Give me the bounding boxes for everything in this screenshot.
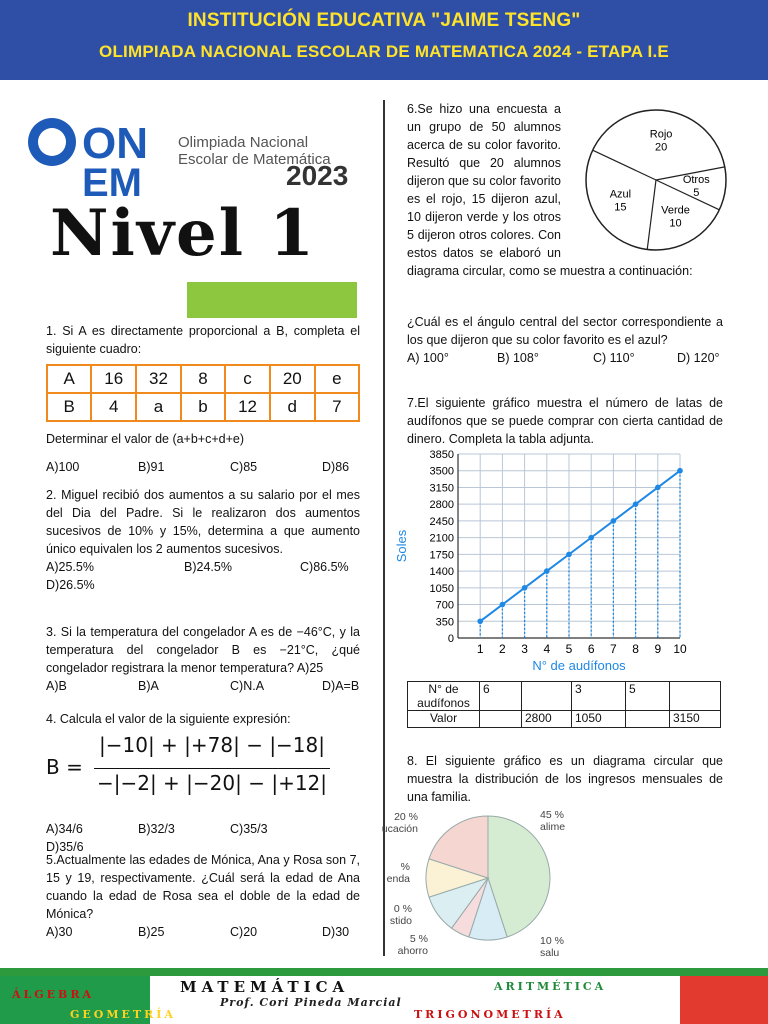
pie-percent-label: 45 % [540, 809, 564, 821]
question-6-ask [407, 313, 723, 367]
logo-line1: Olimpiada Nacional [178, 134, 309, 151]
pie-category-label: enda [386, 873, 410, 885]
option[interactable]: A)34/6 [46, 822, 83, 836]
q1-after: Determinar el valor de (a+b+c+d+e) [46, 432, 245, 446]
q6-options [407, 349, 723, 367]
y-tick-label: 2450 [429, 515, 454, 528]
data-point [500, 602, 506, 608]
y-tick-label: 3850 [429, 449, 454, 461]
table-cell: 12 [225, 393, 270, 421]
table-cell[interactable]: 5 [626, 682, 670, 711]
table-cell[interactable]: 2800 [522, 711, 572, 728]
pie-slice-label: Verde [661, 204, 690, 217]
data-point [544, 568, 550, 574]
y-tick-label: 0 [447, 633, 454, 645]
table-cell: a [136, 393, 181, 421]
income-pie-chart [381, 808, 580, 959]
option[interactable]: A)B [46, 679, 67, 693]
footer-author: Prof. Cori Pineda Marcial [220, 996, 402, 1009]
q1-options [46, 458, 360, 476]
fraction-bar [94, 768, 330, 769]
x-axis-title: N° de audífonos [532, 658, 626, 673]
logo-line2: Escolar de Matemática [178, 151, 331, 168]
table-cell: 16 [91, 365, 136, 393]
footer-red-block [680, 976, 768, 1024]
level-green-bar [187, 282, 357, 318]
table-cell[interactable] [522, 682, 572, 711]
data-point [566, 552, 572, 558]
question-1 [46, 322, 360, 476]
option[interactable]: D)30 [322, 925, 350, 939]
audifonos-line-chart [390, 446, 690, 676]
table-header-cell: N° de audífonos [408, 682, 480, 711]
logo-brand-top: ON [82, 119, 148, 168]
footer [0, 968, 768, 1024]
option[interactable]: C) 110° [593, 351, 635, 365]
q5-options [46, 923, 360, 941]
table-row [408, 711, 721, 728]
income-pie-chart-frame [381, 808, 580, 959]
data-point [677, 468, 683, 474]
pie-slice-value: 5 [693, 187, 700, 200]
table-cell[interactable] [670, 682, 721, 711]
data-point [477, 618, 483, 624]
x-tick-label: 9 [654, 642, 662, 656]
option[interactable]: B)A [138, 679, 159, 693]
pie-percent-label: % [400, 861, 410, 873]
pie-slice-label: Rojo [649, 128, 673, 141]
x-tick-label: 2 [499, 642, 506, 656]
x-tick-label: 7 [610, 642, 617, 656]
pie-category-label: stido [389, 915, 412, 927]
proportion-row-b [47, 393, 359, 421]
logo-brand-bottom: EM [82, 161, 142, 205]
footer-stripe [0, 968, 768, 976]
q2-options [46, 558, 360, 576]
pie-percent-label: 5 % [409, 933, 428, 945]
q8-text: 8. El siguiente gráfico es un diagrama circular que muestra la distribución de los ingresos mensuales de una familia. [407, 754, 723, 804]
table-cell[interactable] [626, 711, 670, 728]
data-point [611, 518, 617, 524]
table-cell[interactable]: 3 [572, 682, 626, 711]
pie-percent-label: 10 % [540, 935, 564, 947]
option[interactable]: A) 100° [407, 351, 449, 365]
option[interactable]: C)20 [230, 925, 258, 939]
expression-numerator: |−10| + |+78| − |−18| [99, 733, 325, 757]
pie-slice-value: 15 [614, 201, 627, 214]
table-cell: 7 [315, 393, 359, 421]
pie-category-label: salu [540, 947, 560, 959]
table-cell: A [47, 365, 91, 393]
question-4 [46, 710, 360, 856]
q4-expression [46, 734, 360, 806]
table-cell: c [225, 365, 270, 393]
q7-text: 7.El siguiente gráfico muestra el número de latas de audífonos que se puede comprar con cierta cantidad de dinero. Completa la tabla adjunta. [407, 396, 723, 446]
option[interactable]: A)30 [46, 925, 73, 939]
q4-text: 4. Calcula el valor de la siguiente expresión: [46, 712, 291, 726]
table-cell[interactable]: 6 [480, 682, 522, 711]
option[interactable]: B)32/3 [138, 822, 175, 836]
y-tick-label: 1050 [429, 582, 454, 595]
table-cell: 20 [270, 365, 315, 393]
q6-text: 6.Se hizo una encuesta a un grupo de 50 alumnos acerca de su color favorito. Resultó que 20 alumnos dijeron que su color favorito es el rojo, 15 dijeron azul, 10 dijeron verde y los otros 5 dijeron otros colores. Con estos datos se elaboró un diagrama circular, como se muestra a continuación: [407, 100, 723, 280]
option[interactable]: D)A=B [322, 679, 360, 693]
footer-left-top: ÁLGEBRA [12, 988, 95, 1001]
table-cell: 4 [91, 393, 136, 421]
institution-title: INSTITUCIÓN EDUCATIVA "JAIME TSENG" [187, 10, 581, 31]
data-point [655, 485, 661, 491]
y-tick-label: 350 [435, 616, 454, 629]
favorite-color-pie-chart [584, 104, 728, 254]
question-8 [407, 752, 723, 806]
data-point [633, 501, 639, 507]
option[interactable]: B)91 [138, 460, 165, 474]
table-row [408, 682, 721, 711]
x-tick-label: 6 [587, 642, 595, 656]
pie-category-label: ucación [381, 823, 418, 835]
pie-percent-label: 0 % [393, 903, 412, 915]
pie-percent-label: 20 % [394, 811, 418, 823]
audifonos-table [407, 681, 721, 728]
option[interactable]: C)85 [230, 460, 258, 474]
pie-slice-value: 10 [669, 217, 682, 230]
y-tick-label: 1400 [429, 566, 454, 579]
proportion-row-a [47, 365, 359, 393]
x-tick-label: 8 [632, 642, 639, 656]
pie-category-label: ahorro [397, 945, 428, 957]
y-tick-label: 2100 [429, 532, 454, 545]
question-5 [46, 851, 360, 941]
expression-denominator: −|−2| + |−20| − |+12| [96, 771, 328, 795]
data-point [588, 535, 594, 541]
y-tick-label: 700 [435, 599, 454, 612]
q5-text: 5.Actualmente las edades de Mónica, Ana y Rosa son 7, 15 y 19, respectivamente. ¿Cuál será la edad de Ana cuando la edad de Rosa sea el doble de la edad de Mónica? [46, 853, 360, 921]
pie-slice-label: Azul [609, 188, 632, 201]
footer-left-bottom: GEOMETRÍA [70, 1008, 176, 1021]
table-cell: d [270, 393, 315, 421]
data-point [522, 585, 528, 591]
q4-options [46, 820, 360, 838]
table-header-cell: Valor [408, 711, 480, 728]
option[interactable]: B)24.5% [184, 560, 232, 574]
footer-main: MATEMÁTICA [180, 978, 350, 996]
option[interactable]: B)25 [138, 925, 165, 939]
q2-text: 2. Miguel recibió dos aumentos a su salario por el mes del Dia del Padre. Si le realizaron dos aumentos sucesivos de 10% y 15%, determina a que aumento único equivalen los 2 aumentos sucesivos. [46, 488, 360, 556]
option[interactable]: B) 108° [497, 351, 539, 365]
q3-text: 3. Si la temperatura del congelador A es de −46°C, y la temperatura del congelador B es −21°C, ¿qué congelador registrara la menor temperatura? A)25 [46, 625, 360, 675]
table-cell: e [315, 365, 359, 393]
x-tick-label: 1 [476, 642, 484, 656]
pie-slice-value: 20 [654, 141, 668, 154]
x-tick-label: 5 [565, 642, 573, 656]
series-line [480, 471, 680, 622]
question-2 [46, 486, 360, 594]
option[interactable]: C)35/3 [230, 822, 268, 836]
y-tick-label: 3500 [429, 465, 454, 478]
option[interactable]: C)N.A [230, 679, 265, 693]
option[interactable]: A)25.5% [46, 560, 94, 574]
option[interactable]: D) 120° [677, 351, 720, 365]
y-tick-label: 3150 [429, 482, 454, 495]
table-cell[interactable]: 3150 [670, 711, 721, 728]
x-tick-label: 4 [543, 642, 551, 656]
question-7 [407, 394, 723, 448]
footer-right-bottom: TRIGONOMETRÍA [414, 1008, 566, 1021]
option[interactable]: A)100 [46, 460, 80, 474]
table-cell: 8 [181, 365, 225, 393]
pie-category-label: alime [540, 821, 566, 833]
option[interactable]: C)86.5% [300, 560, 349, 574]
x-tick-label: 3 [521, 642, 528, 656]
question-3 [46, 623, 360, 695]
x-tick-label: 10 [673, 642, 687, 656]
table-cell[interactable]: 1050 [572, 711, 626, 728]
q6-question: ¿Cuál es el ángulo central del sector correspondiente a los que dijeron que su color favorito es el azul? [407, 315, 723, 347]
pie-slice-label: Otros [682, 174, 710, 187]
option[interactable]: D)86 [322, 460, 350, 474]
expression-lhs: B = [46, 755, 83, 779]
table-cell: b [181, 393, 225, 421]
option[interactable]: D)26.5% [46, 578, 95, 592]
level-title: Nivel 1 [50, 196, 316, 271]
y-tick-label: 1750 [429, 549, 454, 562]
y-tick-label: 2800 [429, 499, 454, 512]
footer-right-top: ARITMÉTICA [494, 980, 607, 993]
table-cell: B [47, 393, 91, 421]
table-cell[interactable] [480, 711, 522, 728]
q1-text: 1. Si A es directamente proporcional a B, completa el siguiente cuadro: [46, 324, 360, 356]
logo-year: 2023 [286, 160, 349, 191]
y-axis-title: Soles [394, 529, 409, 563]
table-cell: 32 [136, 365, 181, 393]
olympiad-title: OLIMPIADA NACIONAL ESCOLAR DE MATEMATICA 2024 - ETAPA I.E [99, 42, 669, 61]
q3-options [46, 677, 360, 695]
onem-emblem-icon [28, 112, 178, 205]
document-header [0, 0, 768, 80]
option[interactable]: D)35/6 [46, 840, 84, 854]
proportion-table [46, 364, 360, 422]
